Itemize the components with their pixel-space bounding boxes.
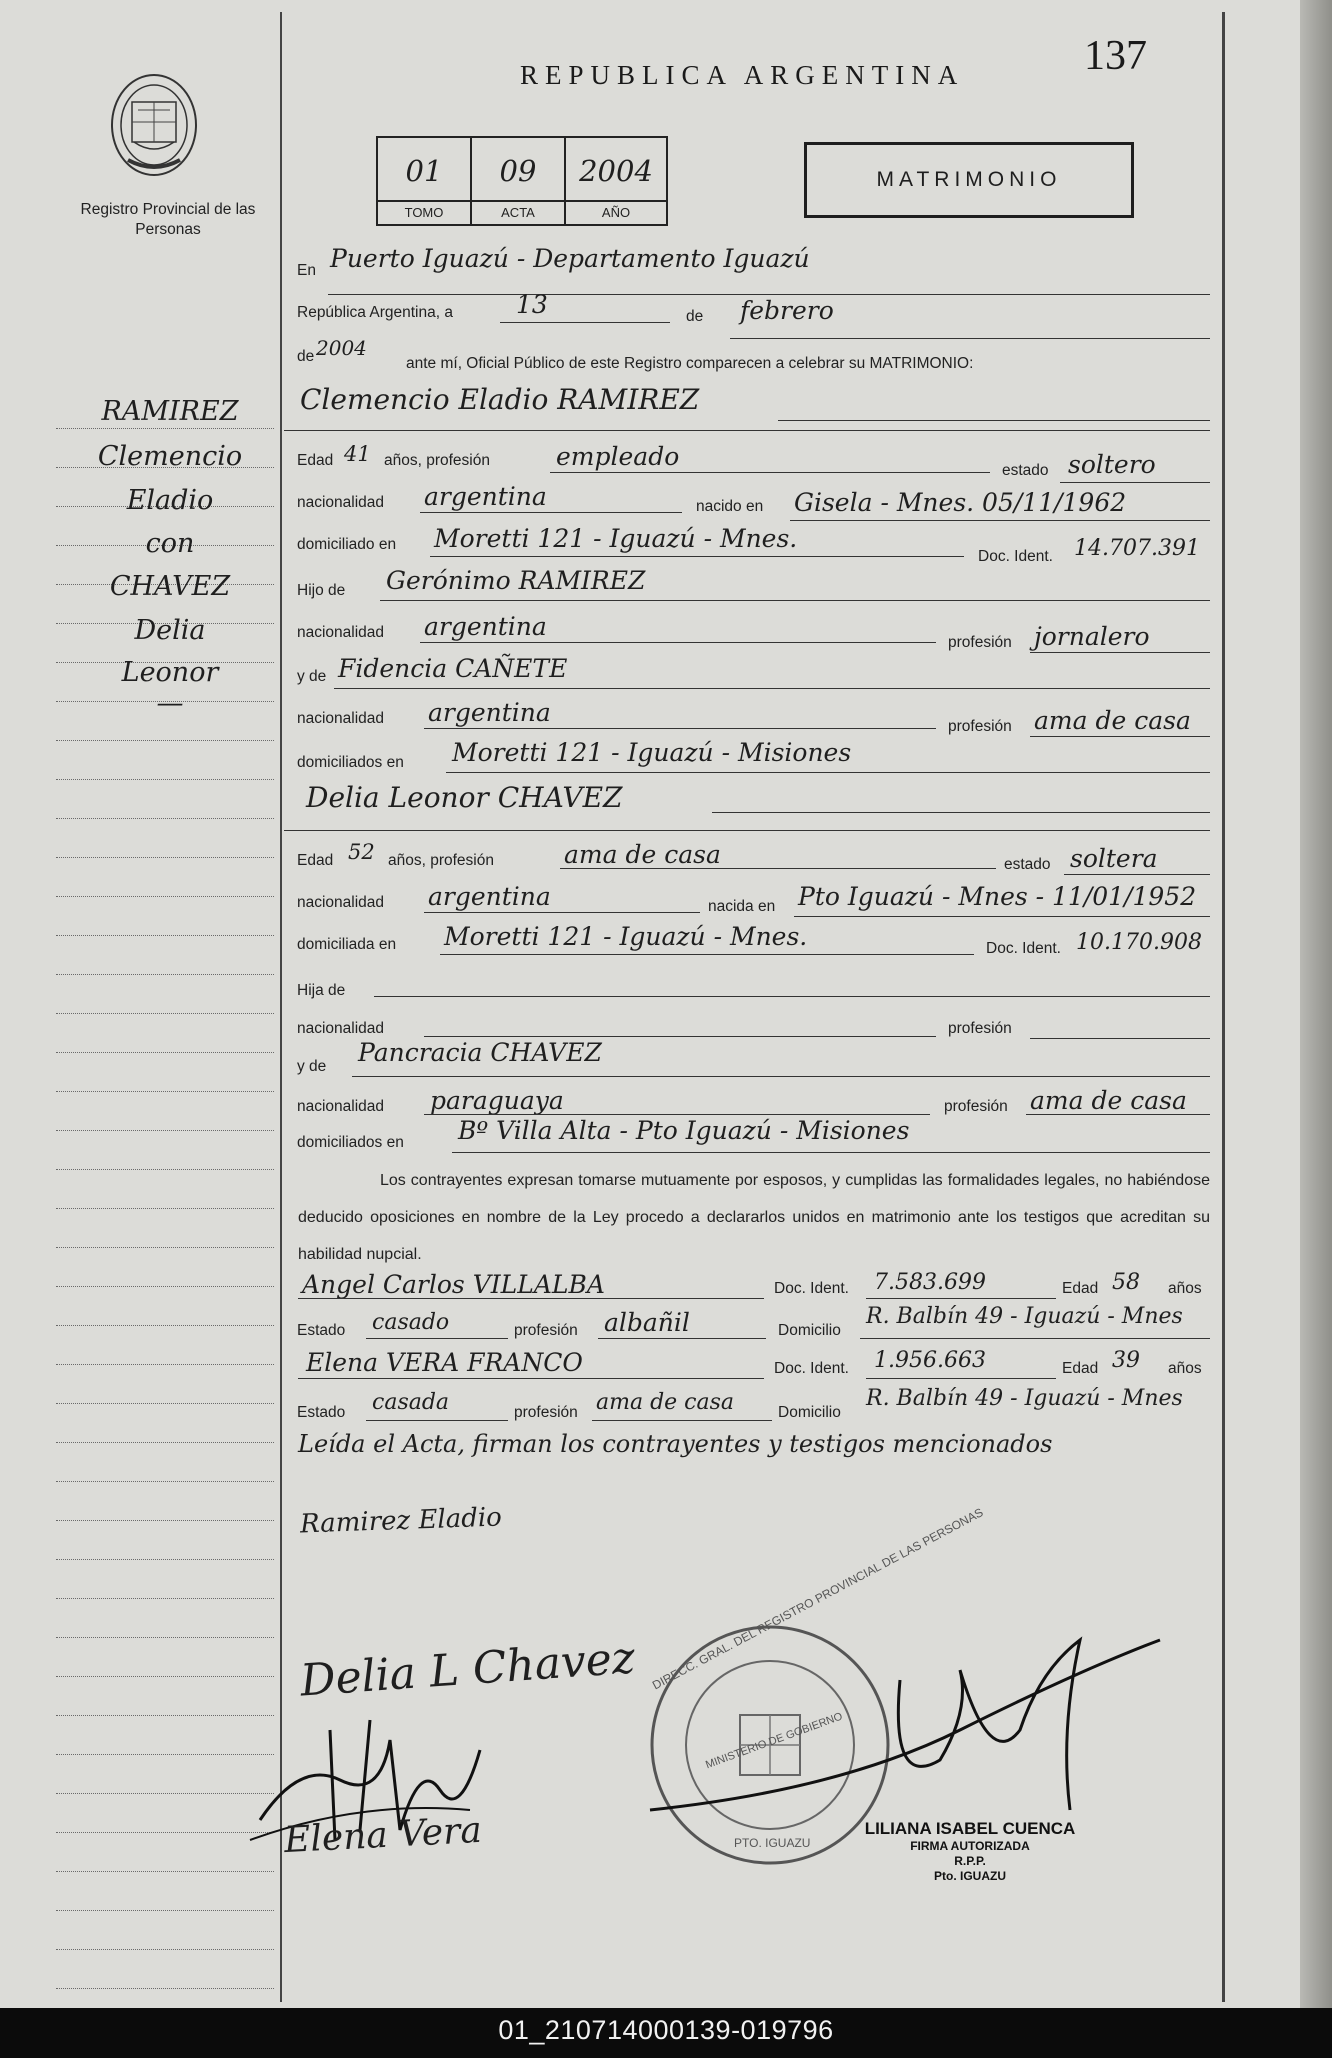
groom-signature: Ramirez Eladio <box>299 1502 503 1540</box>
margin-dotted-line <box>56 1637 274 1638</box>
groom-name: Clemencio Eladio RAMIREZ <box>300 383 700 416</box>
place-value: Puerto Iguazú - Departamento Iguazú <box>330 244 810 273</box>
margin-dotted-line <box>56 428 274 429</box>
underline <box>1060 482 1210 483</box>
underline <box>712 812 1210 813</box>
provincial-seal-icon <box>108 70 200 180</box>
groom-edad-label: Edad <box>297 452 334 469</box>
bride-domiciliada-label: domiciliada en <box>297 936 397 953</box>
groom-profession: empleado <box>556 442 680 471</box>
official-name: LILIANA ISABEL CUENCA <box>864 1819 1076 1838</box>
scan-filename: 01_210714000139-019796 <box>498 2015 834 2045</box>
margin-dotted-line <box>56 1520 274 1521</box>
underline <box>550 472 990 473</box>
stamp-inner-text: MINISTERIO DE GOBIERNO <box>704 1710 845 1772</box>
underline <box>284 830 1210 831</box>
official-place: Pto. IGUAZU <box>934 1869 1006 1884</box>
bride-mother-profession: ama de casa <box>1030 1086 1187 1115</box>
bride-nacionalidad-label: nacionalidad <box>297 894 385 911</box>
reference-box <box>376 136 668 226</box>
margin-dotted-line <box>56 1910 274 1911</box>
bride-mother-nat-label: nacionalidad <box>297 1098 385 1115</box>
margin-name-1: Clemencio <box>97 441 243 472</box>
margin-dash: — <box>156 688 184 719</box>
underline <box>1030 736 1210 737</box>
groom-doc: 14.707.391 <box>1074 536 1200 561</box>
bride-name: Delia Leonor CHAVEZ <box>306 781 623 814</box>
witness1-age: 58 <box>1112 1270 1140 1295</box>
witness2-profesion-label: profesión <box>514 1404 578 1421</box>
groom-father-nationality: argentina <box>424 612 547 641</box>
witness2-domicile: R. Balbín 49 - Iguazú - Mnes <box>866 1386 1183 1411</box>
bride-doc-label: Doc. Ident. <box>986 940 1061 957</box>
underline <box>420 512 682 513</box>
witness2-anos-label: años <box>1168 1360 1202 1377</box>
bride-domiciliados-label: domiciliados en <box>297 1134 404 1151</box>
bride-signature: Delia L Chavez <box>298 1632 637 1707</box>
ano-cell <box>566 138 666 224</box>
witness1-domicilio-label: Domicilio <box>778 1322 841 1339</box>
margin-dotted-line <box>56 1559 274 1560</box>
underline <box>1030 652 1210 653</box>
underline <box>334 688 1210 689</box>
witness1-doc: 7.583.699 <box>874 1270 986 1295</box>
margin-dotted-line <box>56 1988 274 1989</box>
underline <box>298 1378 764 1379</box>
margin-dotted-line <box>56 1442 274 1443</box>
groom-mother: Fidencia CAÑETE <box>338 654 568 683</box>
underline <box>424 912 700 913</box>
republica-label: República Argentina, a <box>297 304 453 321</box>
witness2-status: casada <box>372 1390 450 1415</box>
underline <box>298 1298 764 1299</box>
groom-mother-prof-label: profesión <box>948 718 1012 735</box>
underline <box>374 996 1210 997</box>
underline <box>866 1298 1056 1299</box>
margin-dotted-line <box>56 1676 274 1677</box>
margin-surname-groom: RAMIREZ <box>101 396 239 427</box>
groom-domiciliados-label: domiciliados en <box>297 754 404 771</box>
groom-civil-status: soltero <box>1068 450 1156 479</box>
margin-dotted-line <box>56 740 274 741</box>
margin-dotted-line <box>56 896 274 897</box>
bride-mother-nationality: paraguaya <box>430 1086 564 1115</box>
margin-dotted-line <box>56 1325 274 1326</box>
bride-mother: Pancracia CHAVEZ <box>358 1038 602 1067</box>
margin-dotted-line <box>56 1052 274 1053</box>
witness2-doc-label: Doc. Ident. <box>774 1360 849 1377</box>
tomo-cell <box>378 138 472 224</box>
bride-nationality: argentina <box>428 882 551 911</box>
stamp-ring-text: DIRECC. GRAL. DEL REGISTRO PROVINCIAL DE LAS PERSONAS <box>650 1505 986 1693</box>
underline <box>1026 1114 1210 1115</box>
underline <box>560 868 996 869</box>
margin-dotted-line <box>56 857 274 858</box>
page-number: 137 <box>1084 33 1147 79</box>
margin-dotted-line <box>56 1130 274 1131</box>
underline <box>452 1152 1210 1153</box>
witness1-profesion-label: profesión <box>514 1322 578 1339</box>
groom-estado-label: estado <box>1002 462 1049 479</box>
underline <box>500 322 670 323</box>
margin-dotted-line <box>56 1286 274 1287</box>
margin-dotted-line <box>56 1403 274 1404</box>
bride-anos-label: años, profesión <box>388 852 494 869</box>
underline <box>366 1338 508 1339</box>
book-spine-edge <box>1300 0 1332 2008</box>
groom-father-nat-label: nacionalidad <box>297 624 385 641</box>
bride-civil-status: soltera <box>1070 844 1158 873</box>
groom-address: Moretti 121 - Iguazú - Mnes. <box>434 524 798 553</box>
bride-profession: ama de casa <box>564 840 721 869</box>
bride-hija-label: Hija de <box>297 982 346 999</box>
groom-nationality: argentina <box>424 482 547 511</box>
groom-doc-label: Doc. Ident. <box>978 548 1053 565</box>
bride-birthplace: Pto Iguazú - Mnes - 11/01/1952 <box>798 882 1197 911</box>
underline <box>730 338 1210 339</box>
underline <box>284 430 1210 431</box>
underline <box>424 728 936 729</box>
stamp-office: PTO. IGUAZU <box>734 1836 811 1850</box>
margin-dotted-line <box>56 1013 274 1014</box>
witness1-anos-label: años <box>1168 1280 1202 1297</box>
groom-anos-label: años, profesión <box>384 452 490 469</box>
groom-mother-nat-label: nacionalidad <box>297 710 385 727</box>
month-value: febrero <box>740 296 834 325</box>
witness1-estado-label: Estado <box>297 1322 346 1339</box>
underline <box>598 1338 766 1339</box>
underline <box>860 1338 1210 1339</box>
underline <box>420 642 936 643</box>
official-title: FIRMA AUTORIZADA <box>910 1839 1030 1854</box>
margin-dotted-line <box>56 1481 274 1482</box>
bride-nacida-label: nacida en <box>708 898 776 915</box>
bride-address: Moretti 121 - Iguazú - Mnes. <box>444 922 808 951</box>
underline <box>366 1420 508 1421</box>
ano-label: AÑO <box>566 200 666 224</box>
acta-value: 09 <box>499 154 537 188</box>
margin-dotted-line <box>56 1169 274 1170</box>
bride-edad-label: Edad <box>297 852 334 869</box>
underline <box>446 772 1210 773</box>
groom-age: 41 <box>344 442 371 466</box>
declaration-text: Los contrayentes expresan tomarse mutuamente por esposos, y cumplidas las formalidades legales, no habiéndose deducido oposiciones en nombre de la Ley procedo a declararlos unidos en matrimonio ante los testigos que acreditan su habilidad nupcial. <box>298 1172 1210 1263</box>
margin-dotted-line <box>56 818 274 819</box>
year-value: 2004 <box>316 336 367 360</box>
bride-father-prof-label: profesión <box>948 1020 1012 1037</box>
witness2-signature: Elena Vera <box>283 1809 483 1862</box>
underline <box>866 1378 1056 1379</box>
groom-yde-label: y de <box>297 668 327 685</box>
margin-dotted-line <box>56 974 274 975</box>
groom-nacido-label: nacido en <box>696 498 764 515</box>
margin-dotted-line <box>56 1208 274 1209</box>
margin-dotted-line <box>56 1598 274 1599</box>
bride-doc: 10.170.908 <box>1076 930 1202 955</box>
underline <box>424 1114 930 1115</box>
tomo-value: 01 <box>405 154 443 188</box>
witness2-profession: ama de casa <box>596 1390 735 1415</box>
underline <box>424 1036 936 1037</box>
margin-dotted-line <box>56 1247 274 1248</box>
margin-name-3: Delia <box>134 615 206 646</box>
witness1-edad-label: Edad <box>1062 1280 1099 1297</box>
closing-statement: Leída el Acta, firman los contrayentes y testigos mencionados <box>298 1430 1053 1458</box>
margin-name-4: Leonor <box>121 657 219 688</box>
witness2-doc: 1.956.663 <box>874 1348 986 1373</box>
witness2-domicilio-label: Domicilio <box>778 1404 841 1421</box>
groom-birthplace: Gisela - Mnes. 05/11/1962 <box>794 488 1127 517</box>
groom-hijo-label: Hijo de <box>297 582 346 599</box>
acta-label: ACTA <box>472 200 564 224</box>
tomo-label: TOMO <box>378 200 470 224</box>
en-label: En <box>297 262 316 279</box>
bride-mother-prof-label: profesión <box>944 1098 1008 1115</box>
underline <box>1030 1038 1210 1039</box>
underline <box>778 420 1210 421</box>
underline <box>794 916 1210 917</box>
official-signature-scribble-icon <box>640 1610 1200 1840</box>
witness1-domicile: R. Balbín 49 - Iguazú - Mnes <box>866 1304 1183 1329</box>
ano-value: 2004 <box>579 154 653 188</box>
groom-nacionalidad-label: nacionalidad <box>297 494 385 511</box>
groom-parents-address: Moretti 121 - Iguazú - Misiones <box>452 738 852 767</box>
groom-mother-profession: ama de casa <box>1034 706 1191 735</box>
underline <box>1064 874 1210 875</box>
groom-father-profession: jornalero <box>1034 622 1150 651</box>
witness2-age: 39 <box>1112 1348 1140 1373</box>
witness2-name: Elena VERA FRANCO <box>306 1348 583 1377</box>
margin-dotted-line <box>56 935 274 936</box>
bride-father-nat-label: nacionalidad <box>297 1020 385 1037</box>
groom-father-prof-label: profesión <box>948 634 1012 651</box>
header-title: REPUBLICA ARGENTINA <box>520 60 965 90</box>
margin-con: con <box>145 528 195 559</box>
right-border <box>1222 12 1225 2002</box>
witness2-estado-label: Estado <box>297 1404 346 1421</box>
de-label: de <box>686 308 704 325</box>
act-type-box: MATRIMONIO <box>804 142 1134 218</box>
underline <box>790 520 1210 521</box>
underline <box>592 1420 772 1421</box>
witness2-edad-label: Edad <box>1062 1360 1099 1377</box>
underline <box>380 600 1210 601</box>
underline <box>328 294 1210 295</box>
intro-text: ante mí, Oficial Público de este Registro comparecen a celebrar su MATRIMONIO: <box>406 355 974 372</box>
witness1-name: Angel Carlos VILLALBA <box>302 1270 605 1299</box>
day-value: 13 <box>516 290 548 319</box>
margin-dotted-line <box>56 779 274 780</box>
bride-estado-label: estado <box>1004 856 1051 873</box>
registry-name: Registro Provincial de las Personas <box>80 201 256 239</box>
bride-yde-label: y de <box>297 1058 327 1075</box>
bride-age: 52 <box>348 840 375 864</box>
witness1-status: casado <box>372 1310 450 1335</box>
witness1-doc-label: Doc. Ident. <box>774 1280 849 1297</box>
de-year-label: de <box>297 348 315 365</box>
margin-dotted-line <box>56 1091 274 1092</box>
official-office: R.P.P. <box>954 1854 986 1869</box>
margin-dotted-line <box>56 1949 274 1950</box>
margin-dotted-line <box>56 1364 274 1365</box>
witness1-profession: albañil <box>604 1308 690 1337</box>
groom-domiciliado-label: domiciliado en <box>297 536 397 553</box>
underline <box>352 1076 1210 1077</box>
bride-parents-address: Bº Villa Alta - Pto Iguazú - Misiones <box>458 1116 910 1145</box>
margin-surname-bride: CHAVEZ <box>109 571 231 602</box>
acta-cell <box>472 138 566 224</box>
underline <box>440 954 974 955</box>
margin-name-2: Eladio <box>126 485 214 516</box>
groom-father: Gerónimo RAMIREZ <box>386 566 646 595</box>
official-signature-block <box>850 1818 1090 1884</box>
groom-mother-nationality: argentina <box>428 698 551 727</box>
underline <box>430 556 964 557</box>
